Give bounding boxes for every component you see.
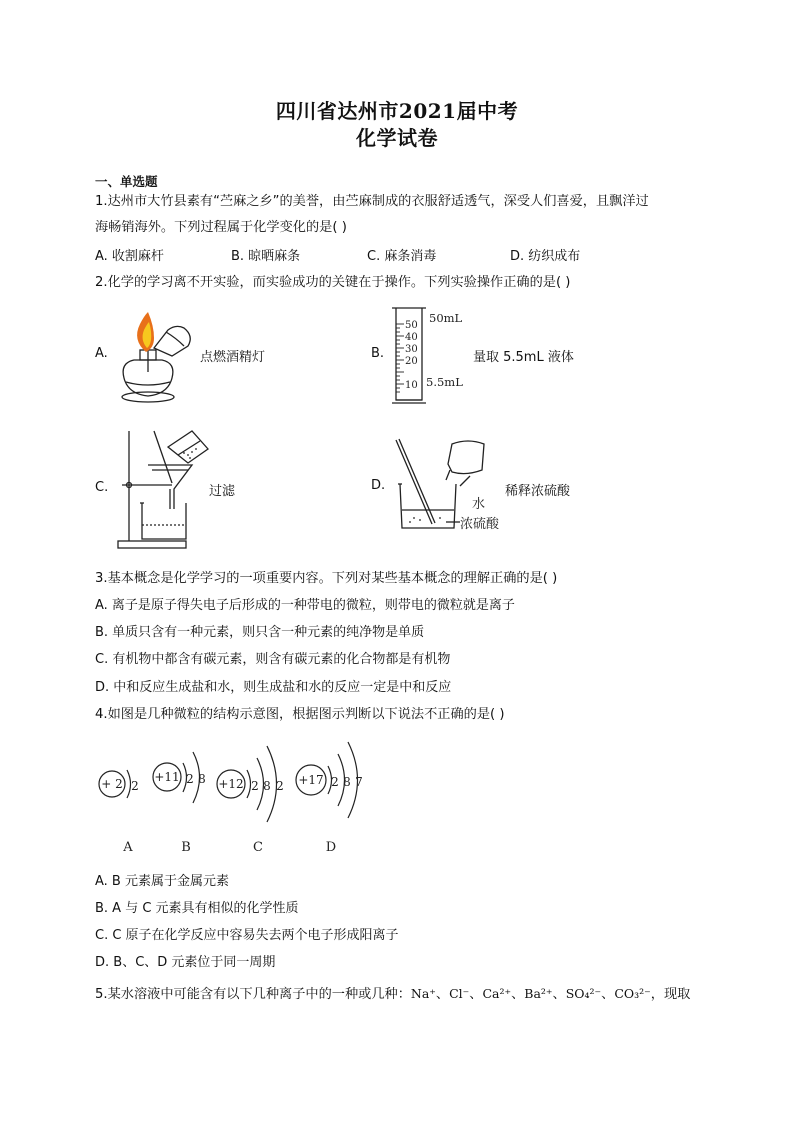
dilution-water-label: 水 — [472, 497, 486, 512]
acid-dilution-figure — [390, 436, 500, 536]
q1-stem-line1: 1.达州市大竹县素有“苎麻之乡”的美誉，由苎麻制成的衣服舒适透气，深受人们喜爱，且飘洋过 — [95, 194, 649, 209]
filtration-figure — [112, 425, 210, 553]
dilution-acid-label: 浓硫酸 — [460, 517, 500, 532]
q2-letter-b: B. — [371, 346, 385, 361]
q3-option-a: A. 离子是原子得失电子后形成的一种带电的微粒，则带电的微粒就是离子 — [95, 598, 515, 613]
atom-d-label: D — [325, 840, 337, 855]
q3-option-b: B. 单质只含有一种元素，则只含一种元素的纯净物是单质 — [95, 625, 425, 640]
atom-b-shell-2: 8 — [198, 772, 206, 786]
ion-so4: SO₄²⁻ — [565, 986, 602, 1001]
cylinder-tick-40: 40 — [405, 332, 418, 343]
q3-option-c: C. 有机物中都含有碳元素，则含有碳元素的化合物都是有机物 — [95, 652, 451, 667]
atom-d-shell-1: 2 — [331, 775, 339, 789]
atom-c-nucleus: +12 — [218, 777, 244, 791]
q2-caption-a: 点燃酒精灯 — [200, 350, 266, 365]
paper-title-line2: 化学试卷 — [356, 126, 438, 150]
atom-c-shell-1: 2 — [251, 779, 259, 793]
q1-stem-line2: 海畅销海外。下列过程属于化学变化的是( ) — [95, 220, 347, 235]
q1-option-a: A. 收割麻杆 — [95, 249, 164, 264]
cylinder-tick-10: 10 — [405, 380, 418, 391]
q5-stem-start: 5.某水溶液中可能含有以下几种离子中的一种或几种： — [95, 987, 411, 1002]
cylinder-top-label: 50mL — [429, 311, 463, 325]
atom-d-shell-2: 8 — [343, 775, 351, 789]
alcohol-lamp-lighting-figure — [110, 308, 200, 408]
q2-caption-b: 量取 5.5mL 液体 — [473, 350, 574, 365]
ion-na: Na⁺ — [410, 986, 436, 1001]
atom-a-nucleus: + 2 — [101, 777, 123, 791]
q2-stem: 2.化学的学习离不开实验，而实验成功的关键在于操作。下列实验操作正确的是( ) — [95, 275, 571, 290]
ion-cl: Cl⁻ — [449, 986, 470, 1001]
atom-b-nucleus: +11 — [154, 770, 180, 784]
q2-caption-d: 稀释浓硫酸 — [505, 484, 571, 499]
q2-caption-c: 过滤 — [209, 484, 236, 499]
q3-option-d: D. 中和反应生成盐和水，则生成盐和水的反应一定是中和反应 — [95, 680, 452, 695]
q1-option-c: C. 麻条消毒 — [367, 249, 437, 264]
q4-option-d: D. B、C、D 元素位于同一周期 — [95, 955, 276, 970]
ion-ca: Ca²⁺ — [482, 986, 512, 1001]
paper-title-line1: 四川省达州市2021届中考 — [275, 99, 519, 123]
atom-c-shell-3: 2 — [276, 779, 284, 793]
q4-stem: 4.如图是几种微粒的结构示意图，根据图示判断以下说法不正确的是( ) — [95, 707, 505, 722]
section-heading: 一、单选题 — [95, 174, 158, 189]
q2-letter-d: D. — [371, 478, 386, 493]
cylinder-tick-50: 50 — [405, 320, 418, 331]
atom-c-shell-2: 8 — [263, 779, 271, 793]
q4-option-b: B. A 与 C 元素具有相似的化学性质 — [95, 901, 299, 916]
q4-option-a: A. B 元素属于金属元素 — [95, 874, 229, 889]
atomic-structure-diagrams — [92, 730, 382, 865]
atom-b-label: B — [181, 840, 191, 855]
q2-letter-a: A. — [95, 346, 108, 361]
atom-d-shell-3: 7 — [355, 775, 363, 789]
atom-a-shell-1: 2 — [131, 779, 139, 793]
ion-ba: Ba²⁺ — [524, 986, 553, 1001]
q2-letter-c: C. — [95, 480, 109, 495]
atom-b-shell-1: 2 — [186, 772, 194, 786]
cylinder-tick-30: 30 — [405, 344, 418, 355]
q4-option-c: C. C 原子在化学反应中容易失去两个电子形成阳离子 — [95, 928, 399, 943]
ion-co3: CO₃²⁻ — [614, 986, 651, 1001]
q3-stem: 3.基本概念是化学学习的一项重要内容。下列对某些基本概念的理解正确的是( ) — [95, 571, 558, 586]
atom-c-label: C — [253, 840, 263, 855]
cylinder-tick-20: 20 — [405, 356, 418, 367]
atom-d-nucleus: +17 — [298, 773, 324, 787]
q5-stem: 5.某水溶液中可能含有以下几种离子中的一种或几种：Na⁺、Cl⁻、Ca²⁺、Ba²⁺、SO₄²⁻、CO₃²⁻，现取 — [95, 986, 691, 1002]
q1-option-d: D. 纺织成布 — [510, 249, 581, 264]
cylinder-bottom-label: 5.5mL — [426, 375, 463, 389]
q1-option-b: B. 晾晒麻条 — [231, 249, 301, 264]
atom-a-label: A — [123, 840, 133, 855]
q5-stem-end: ，现取 — [650, 987, 691, 1002]
graduated-cylinder-figure — [388, 304, 468, 406]
